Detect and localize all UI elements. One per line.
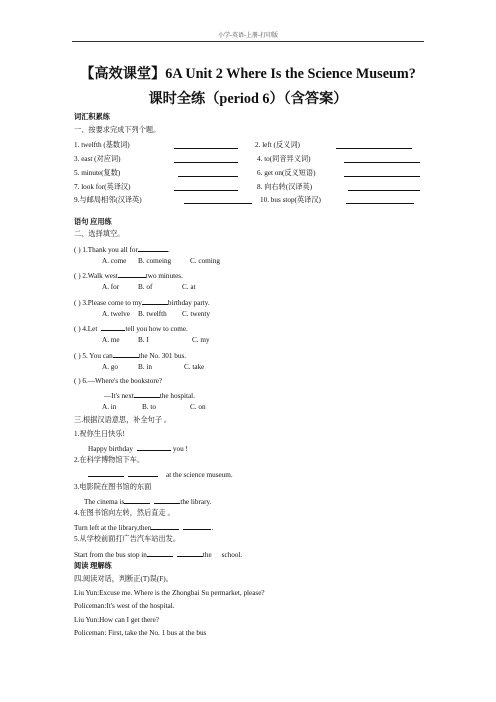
sentence-text: Happy birthday <box>88 445 133 453</box>
question-2 <box>74 270 183 281</box>
sentence-text: you ! <box>172 445 188 453</box>
vocab-item-3: 3. east (对应词) <box>74 155 121 163</box>
sentence-text: The cinema is <box>84 498 125 506</box>
question-stem: 3.Please come to my <box>82 299 142 307</box>
option-a: A. go <box>102 363 118 371</box>
answer-blank[interactable] <box>183 522 214 532</box>
option-c: C. take <box>184 363 205 371</box>
question-5 <box>74 350 186 361</box>
sentence-text: . <box>211 524 214 532</box>
answer-blank[interactable] <box>344 169 420 177</box>
option-a: A. twelve <box>102 310 130 318</box>
vocab-item-5: 5. minute(复数) <box>74 169 121 177</box>
sentence-text: Turn left at the library,then <box>74 524 152 532</box>
reply-end: the hospital. <box>159 392 195 400</box>
option-a: A. me <box>102 336 120 344</box>
answer-blank[interactable] <box>346 196 414 204</box>
vocab-item-9: 9.与邮局相邻(汉译英) <box>74 196 142 204</box>
translate-2-cn: 2.在科学博物馆下车。 <box>74 456 145 464</box>
answer-blank[interactable] <box>101 323 125 331</box>
dialogue-line: Policeman: First, take the No. 1 bus at the bus <box>74 629 207 637</box>
option-c: C. on <box>190 403 206 411</box>
answer-blank[interactable] <box>154 496 180 504</box>
option-c: C. twenty <box>182 310 210 318</box>
vocab-item-1: 1. twelfth (基数词) <box>74 141 130 149</box>
vocab-item-10: 10. bus stop(英译汉) <box>260 196 321 204</box>
answer-blank[interactable] <box>142 297 168 305</box>
option-b: B. twelfth <box>138 310 167 318</box>
translate-3-en <box>84 496 211 507</box>
sentence-text: school. <box>221 551 243 559</box>
question-3 <box>74 297 210 308</box>
translate-2-en <box>88 469 233 480</box>
sentence-text: the library. <box>180 498 212 506</box>
translate-4-en <box>74 522 213 533</box>
question-end: tell you how to come. <box>125 325 188 333</box>
answer-blank[interactable] <box>138 244 168 252</box>
vocab-heading: 词汇积累练 <box>74 113 110 121</box>
option-b: B. comeing <box>138 257 172 265</box>
vocab-item-2: 2. left (反义词) <box>255 141 300 149</box>
vocab-item-6: 6. get on(反义短语) <box>257 169 316 177</box>
option-c: C. at <box>182 283 196 291</box>
translate-5-en <box>74 549 242 560</box>
question-end: two minutes. <box>145 272 183 280</box>
question-6-reply <box>104 390 195 401</box>
option-a: A. come <box>102 257 127 265</box>
option-b: B. to <box>142 403 156 411</box>
dialogue-line: Liu Yun:How can I get there? <box>74 616 159 624</box>
sentence-text: the <box>202 551 212 559</box>
answer-blank[interactable] <box>174 155 238 163</box>
answer-paren[interactable]: ( ) <box>74 377 81 385</box>
answer-paren[interactable]: ( ) <box>74 352 81 360</box>
reading-heading: 阅读 理解练 <box>74 562 112 570</box>
dialogue-line: Liu Yun:Excuse me. Where is the Zhongbai Su permarket, please? <box>74 589 265 597</box>
title-line-1: 【高效课堂】6A Unit 2 Where Is the Science Museum? <box>80 66 416 82</box>
translate-5-cn: 5.从学校前面打广告汽车站出发。 <box>74 535 181 543</box>
option-a: A. in <box>102 403 117 411</box>
vocab-item-7: 7. look for(英译汉) <box>74 183 131 191</box>
question-stem: 4.Let <box>82 325 98 333</box>
answer-blank[interactable] <box>344 155 420 163</box>
answer-paren[interactable]: ( ) <box>74 246 81 254</box>
question-stem: 5. You can <box>82 352 113 360</box>
question-4 <box>74 323 188 334</box>
answer-blank[interactable] <box>147 549 173 557</box>
question-stem: 6.—Where's the bookstore? <box>82 377 163 385</box>
sentence-text: at the science museum. <box>166 471 233 479</box>
answer-blank[interactable] <box>118 270 146 278</box>
reply-text: —It's next <box>104 392 134 400</box>
answer-blank[interactable] <box>178 169 238 177</box>
answer-blank[interactable] <box>177 549 203 557</box>
question-end: birthday party. <box>167 299 210 307</box>
option-c: C. my <box>192 336 210 344</box>
answer-paren[interactable]: ( ) <box>74 272 81 280</box>
question-1 <box>74 244 170 255</box>
question-end: the No. 301 bus. <box>138 352 187 360</box>
question-6 <box>74 377 162 386</box>
title-line-2: 课时全练（period 6）（含答案） <box>148 91 348 107</box>
translate-1-en <box>88 443 188 454</box>
answer-blank[interactable] <box>128 469 158 477</box>
option-b: B. in <box>138 363 152 371</box>
option-b: B. of <box>138 283 153 291</box>
question-stem: 1.Thank you all for <box>82 246 138 254</box>
answer-blank[interactable] <box>137 443 171 451</box>
reading-instruction: 四.阅读对话，判断正(T)误(F)。 <box>74 575 173 583</box>
option-b: B. I <box>138 336 149 344</box>
vocab-item-8: 8. 向右转(汉译英) <box>257 183 313 191</box>
answer-blank[interactable] <box>348 183 420 191</box>
question-stem: 2.Walk west <box>82 272 118 280</box>
translate-4-cn: 4.在图书馆向左转，然后直走 。 <box>74 509 175 517</box>
dialogue-line: Policeman:It's west of the hospital. <box>74 602 175 610</box>
option-a: A. for <box>102 283 120 291</box>
header-rule <box>72 41 424 42</box>
vocab-instruction: 一、按要求完成下列个题。 <box>74 126 161 134</box>
sentence-text: Start from the bus stop in <box>74 551 147 559</box>
answer-paren[interactable]: ( ) <box>74 299 81 307</box>
answer-paren[interactable]: ( ) <box>74 325 81 333</box>
option-c: C. coming <box>190 257 220 265</box>
page-header: 小学-英语-上册-打印版 <box>218 33 278 39</box>
vocab-item-4: 4. to(同音异义词) <box>257 155 311 163</box>
translate-3-cn: 3.电影院在图书馆的东面 <box>74 483 152 491</box>
answer-blank[interactable] <box>113 350 139 358</box>
question-end: . <box>167 246 170 254</box>
answer-blank[interactable] <box>151 522 179 530</box>
answer-blank[interactable] <box>184 196 252 204</box>
answer-blank[interactable] <box>88 469 124 477</box>
answer-blank[interactable] <box>174 141 238 149</box>
answer-blank[interactable] <box>174 183 238 191</box>
answer-blank[interactable] <box>336 141 412 149</box>
sentence-heading: 语句 应用练 <box>74 218 112 226</box>
translate-1-cn: 1.祝你生日快乐! <box>74 430 125 438</box>
answer-blank[interactable] <box>134 390 160 398</box>
sentence-instruction: 二、选择填空。 <box>74 230 125 238</box>
translate-instruction: 三.根据汉语意思，补全句子 。 <box>74 416 172 424</box>
answer-blank[interactable] <box>124 496 150 504</box>
